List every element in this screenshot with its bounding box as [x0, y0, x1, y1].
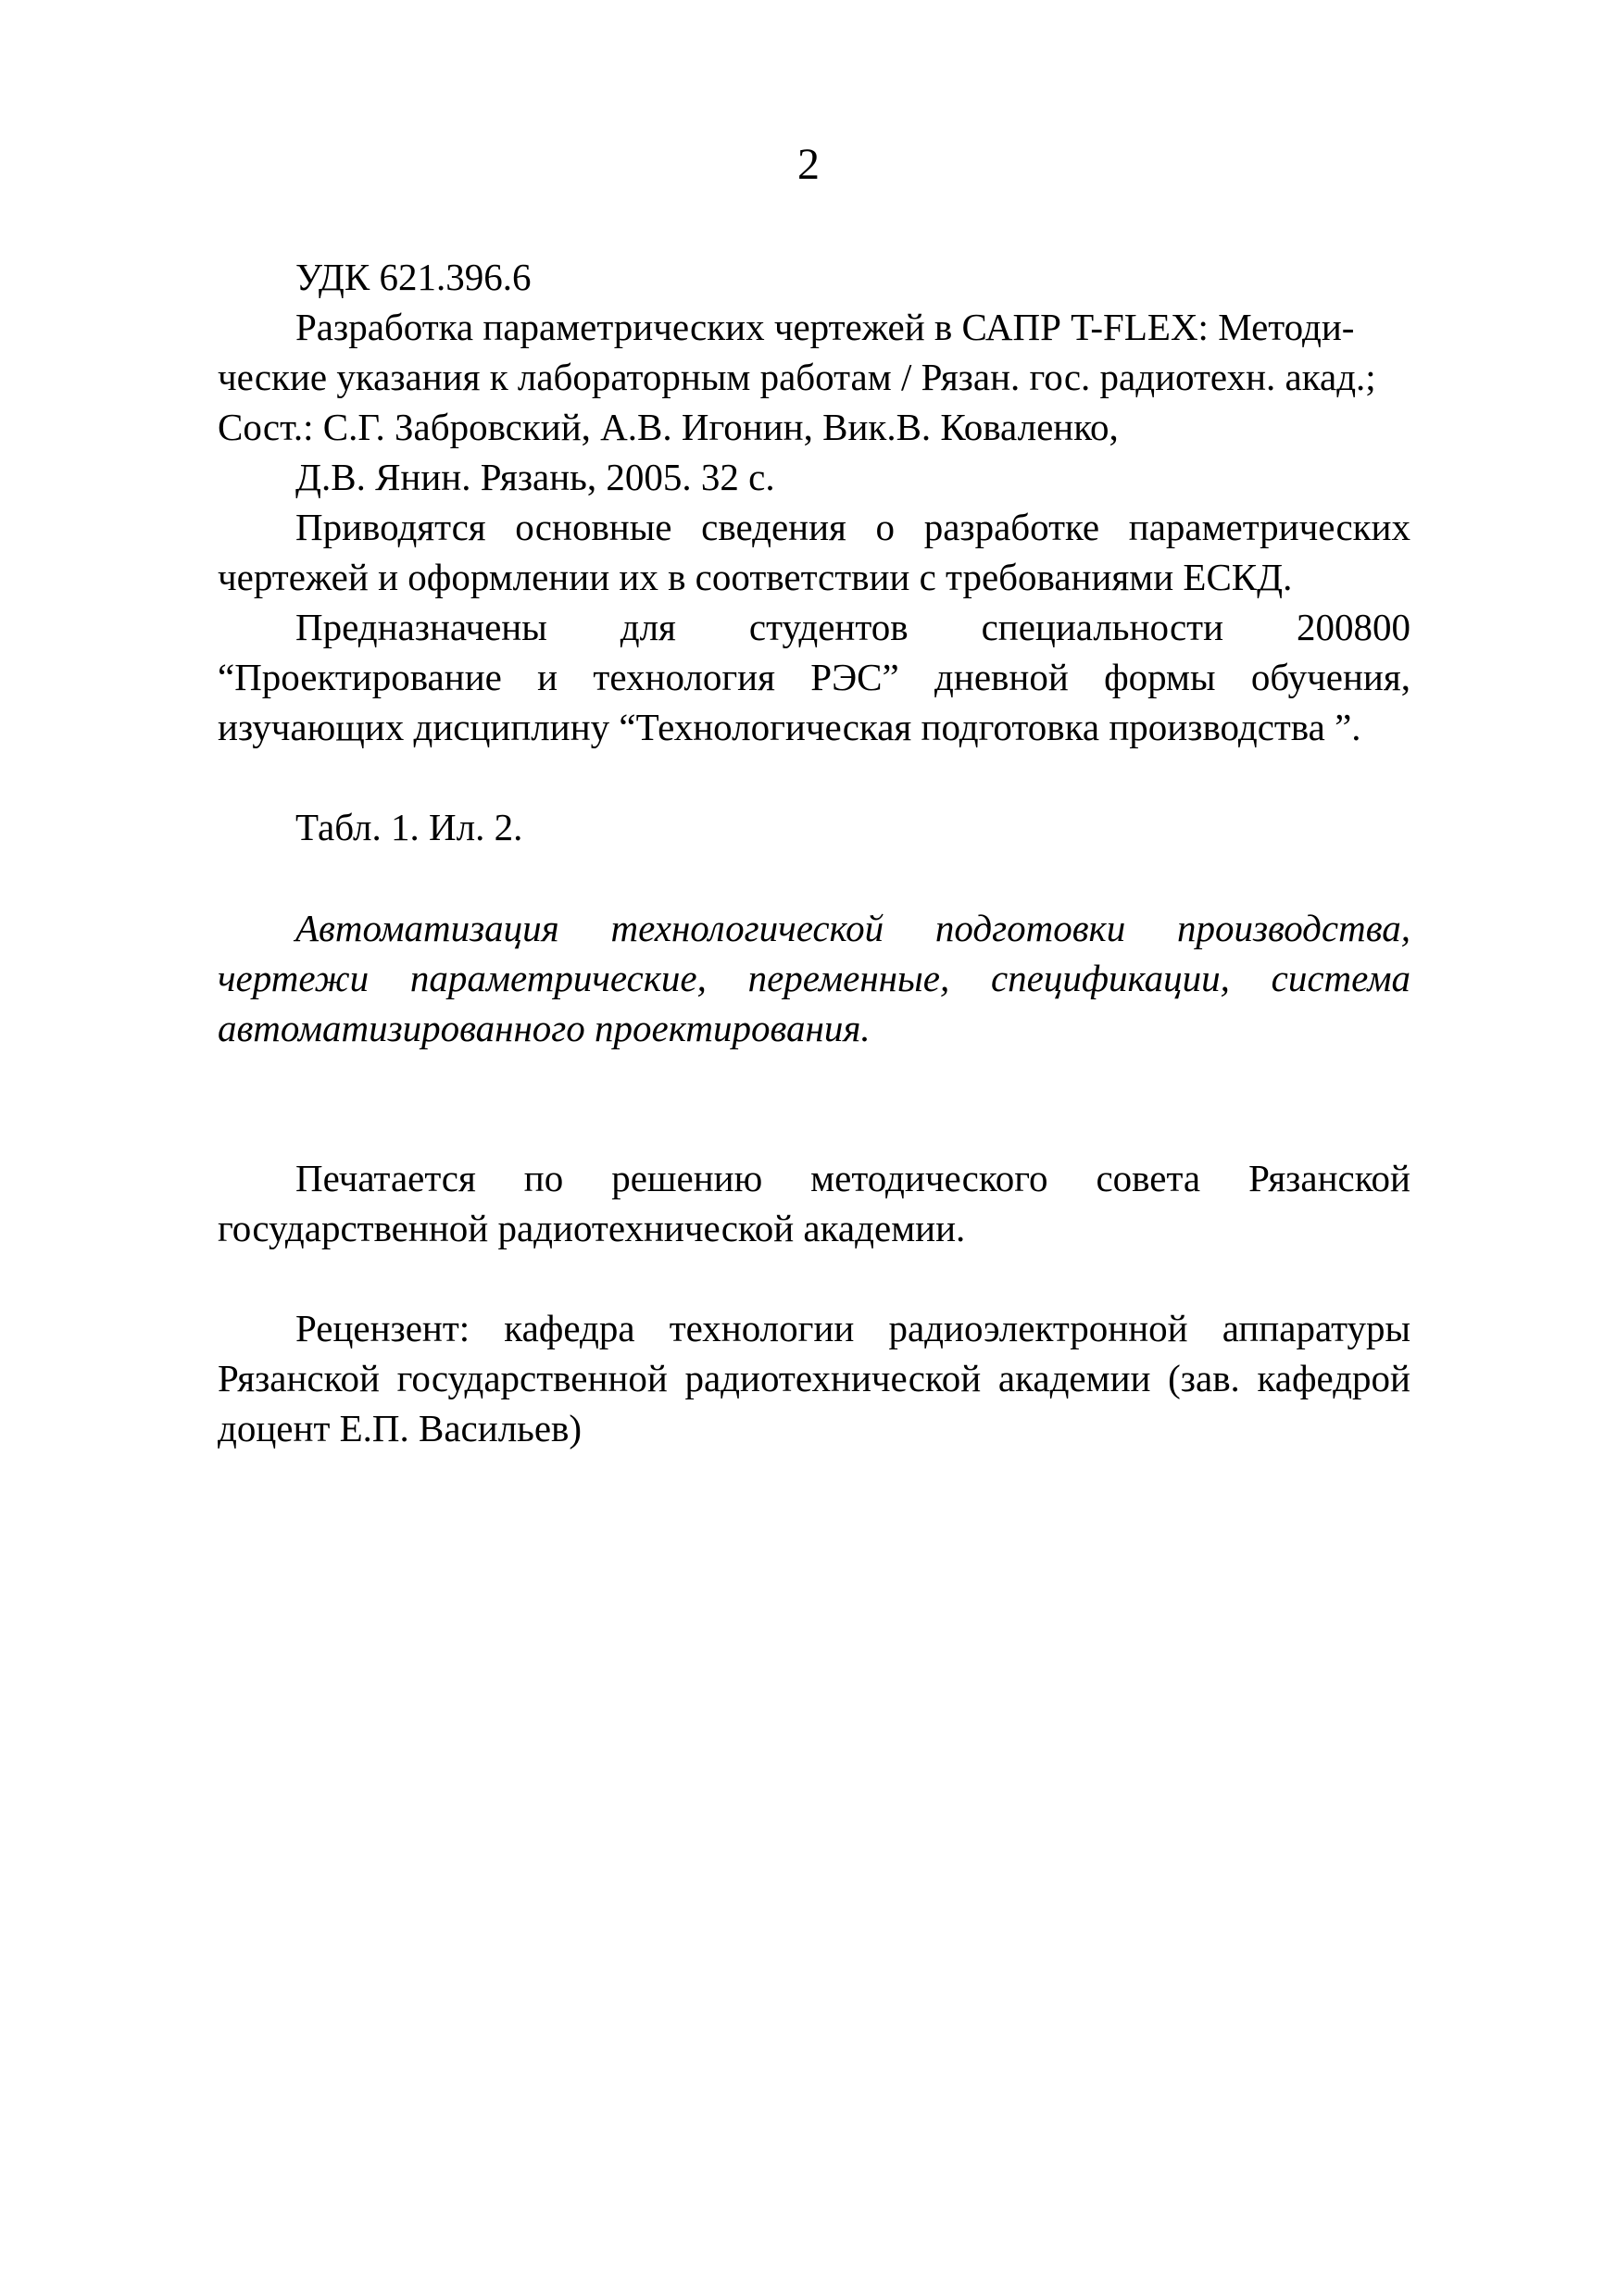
bibliographic-authors-line-2: Д.В. Янин. Рязань, 2005. 32 с. — [295, 456, 775, 498]
page-content — [218, 252, 1410, 1453]
tables-illustrations-count: Табл. 1. Ил. 2. — [295, 806, 523, 848]
reviewer-paragraph: Рецензент: кафедра технологии радиоэлектронной аппаратуры Рязанской государственной радиотехнической академии (зав. кафедрой доцент Е.П. Васильев) — [218, 1307, 1410, 1449]
udk-code: УДК 621.396.6 — [295, 256, 532, 298]
page-number: 2 — [797, 140, 820, 189]
approval-paragraph: Печатается по решению методического совета Рязанской государственной радиотехнической академии. — [218, 1157, 1410, 1249]
abstract-paragraph: Приводятся основные сведения о разработке параметрических чертежей и оформлении их в соответствии с требованиями ЕСКД. — [218, 506, 1410, 598]
keywords-paragraph: Автоматизация технологической подготовки производства, чертежи параметрические, переменные, спецификации, система автоматизированного проектирования. — [218, 907, 1410, 1049]
bibliographic-authors-line: Сост.: С.Г. Забровский, А.В. Игонин, Вик.В. Коваленко, — [218, 406, 1119, 448]
bibliographic-title-line-2: ческие указания к лабораторным работам / Рязан. гос. радиотехн. акад.; — [218, 356, 1376, 398]
audience-paragraph: Предназначены для студентов специальности 200800 “Проектирование и технология РЭС” дневной формы обучения, изучающих дисциплину “Технологическая подготовка производства ”. — [218, 606, 1410, 748]
bibliographic-title-line-1: Разработка параметрических чертежей в САПР T-FLEX: Методи- — [295, 306, 1355, 348]
